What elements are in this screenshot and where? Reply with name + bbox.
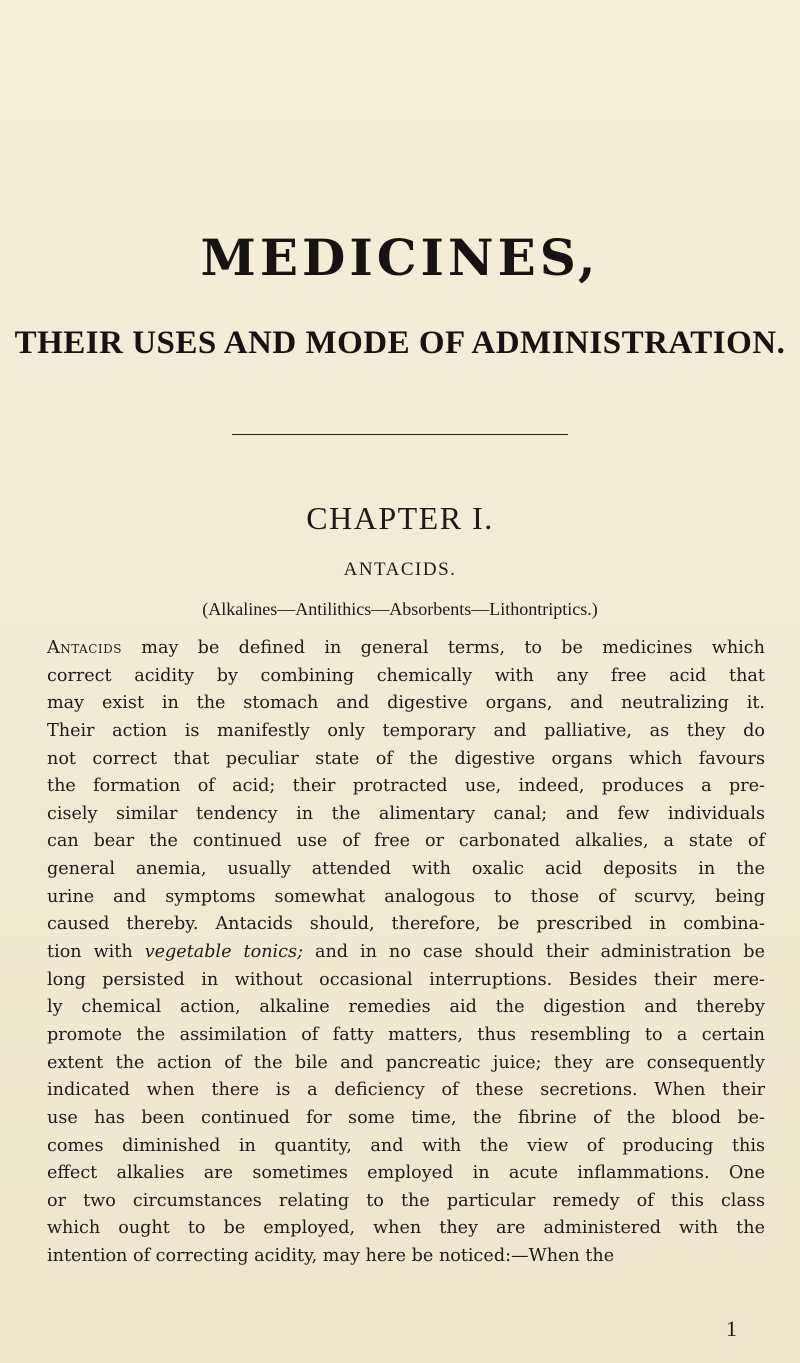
body-line: general anemia, usually attended with oxalic acid deposits in the [47,859,765,880]
body-line: long persisted in without occasional interruptions. Besides their mere- [47,969,765,990]
body-line: caused thereby. Antacids should, therefore, be prescribed in combina- [47,914,765,935]
body-line [47,939,765,967]
body-line: ly chemical action, alkaline remedies aid the digestion and thereby [47,997,765,1018]
body-line: may exist in the stomach and digestive organs, and neutralizing it. [47,693,765,714]
lead-word: Antacids [47,638,122,658]
body-line: urine and symptoms somewhat analogous to those of scurvy, being [47,886,765,907]
body-line: can bear the continued use of free or carbonated alkalies, a state of [47,831,765,852]
book-subtitle: THEIR USES AND MODE OF ADMINISTRATION. [14,325,786,361]
body-paragraph [47,635,765,1271]
body-line: use has been continued for some time, the fibrine of the blood be- [47,1107,765,1128]
body-line: promote the assimilation of fatty matters, thus resembling to a certain [47,1024,765,1045]
section-heading: ANTACIDS. [343,559,457,580]
body-line: the formation of acid; their protracted use, indeed, produces a pre- [47,776,765,797]
body-line: correct acidity by combining chemically with any free acid that [47,665,765,686]
body-line: Their action is manifestly only temporary and palliative, as they do [47,720,765,741]
title-divider-rule [232,434,568,435]
body-line: or two circumstances relating to the particular remedy of this class [47,1190,765,1211]
body-line-text: tion with [47,942,145,963]
body-line: cisely similar tendency in the alimentary canal; and few individuals [47,803,765,824]
body-line: not correct that peculiar state of the digestive organs which favours [47,748,765,769]
body-line: which ought to be employed, when they are administered with the [47,1218,765,1239]
body-line: indicated when there is a deficiency of these secretions. When their [47,1080,765,1101]
body-line: effect alkalies are sometimes employed in acute inflammations. One [47,1163,765,1184]
body-line: intention of correcting acidity, may here be noticed:—When the [47,1246,615,1267]
emphasis-text: vegetable tonics; [144,942,303,963]
page-number: 1 [726,1316,737,1341]
body-line-text: may be defined in general terms, to be medicines which [121,638,765,658]
body-line: extent the action of the bile and pancreatic juice; they are consequently [47,1052,765,1073]
section-synonyms: (Alkalines—Antilithics—Absorbents—Lithontriptics.) [202,599,598,619]
book-title: MEDICINES, [200,228,600,287]
chapter-heading: CHAPTER I. [306,500,494,536]
body-line [47,635,765,663]
body-line: comes diminished in quantity, and with the view of producing this [47,1135,765,1156]
body-line-text: and in no case should their administration be [303,942,765,963]
